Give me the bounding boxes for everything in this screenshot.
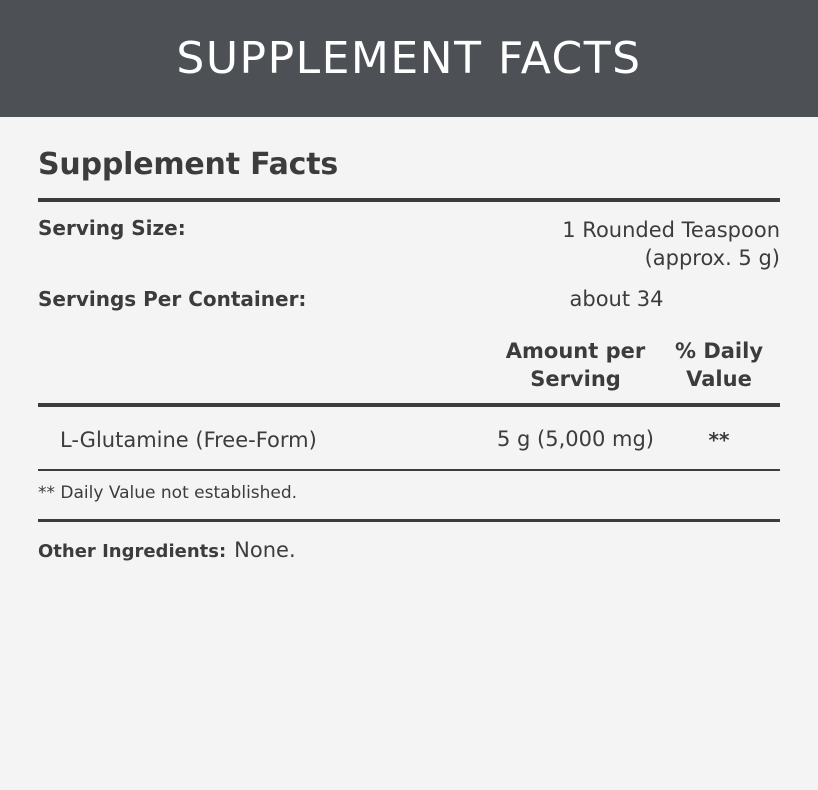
serving-size-value-line2: (approx. 5 g) [644,246,780,271]
header-daily-value: % Daily Value [674,338,764,392]
other-ingredients-value: None. [234,537,296,562]
serving-size-value-line1: 1 Rounded Teaspoon [562,218,780,242]
serving-size-value [493,216,780,273]
panel-title: Supplement Facts [38,147,339,182]
daily-value-footnote: ** Daily Value not established. [38,482,298,503]
servings-per-container-label: Servings Per Container: [38,286,307,311]
banner-title: SUPPLEMENT FACTS [176,33,642,84]
table-row [38,407,780,468]
column-headers-row [38,315,780,404]
servings-per-container-row [38,279,780,315]
servings-per-container-value: about 34 [569,286,664,311]
other-ingredients-label: Other Ingredients: [38,540,227,562]
serving-size-label: Serving Size: [38,216,186,240]
other-ingredients-row [38,522,780,562]
header-amount-per-serving: Amount per Serving [505,338,646,392]
serving-size-row [38,202,780,279]
header-spacer [38,369,493,393]
ingredient-amount: 5 g (5,000 mg) [496,427,654,452]
ingredient-daily-value: ** [708,428,730,453]
page-banner [0,0,818,117]
ingredient-name: L-Glutamine (Free-Form) [60,428,317,453]
supplement-facts-panel [0,147,818,562]
